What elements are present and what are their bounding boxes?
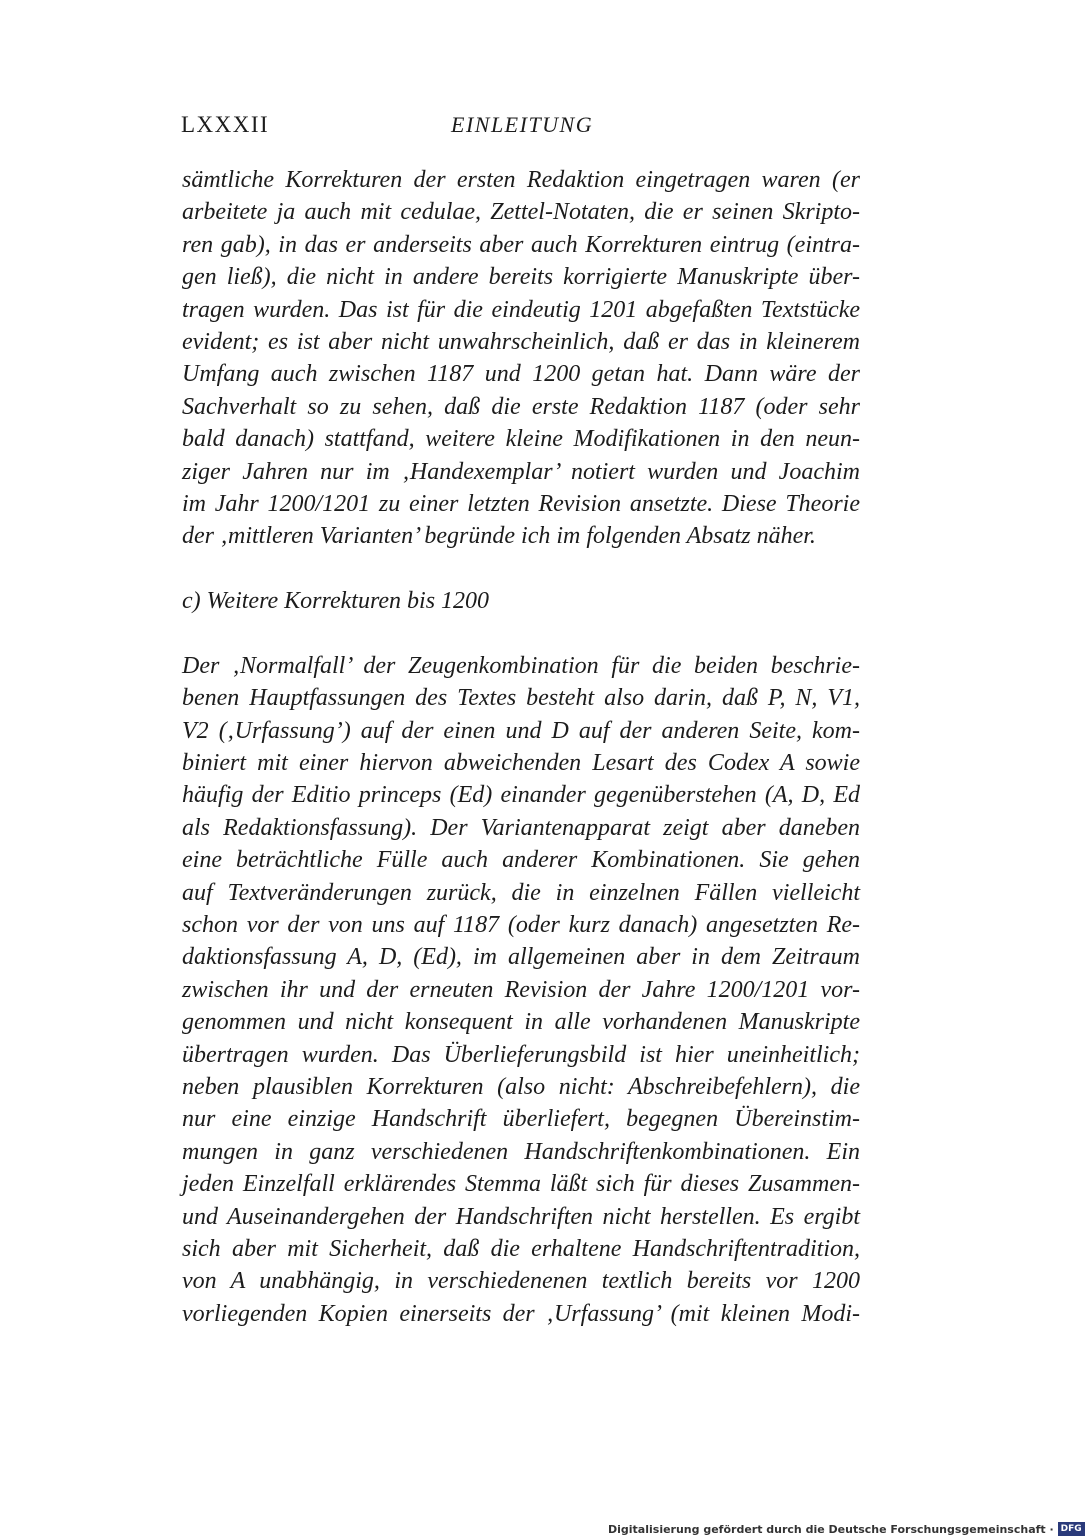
text-line: jeden Einzelfall erklärendes Stemma läßt sich für dieses Zusammen- — [182, 1171, 860, 1198]
text-line: daktionsfassung A, D, (Ed), im allgemeinen aber in dem Zeitraum — [182, 944, 860, 971]
text-line: Umfang auch zwischen 1187 und 1200 getan hat. Dann wäre der — [182, 361, 860, 388]
text-line: nur eine einzige Handschrift überliefert, begegnen Übereinstim- — [182, 1106, 860, 1133]
text-line: tragen wurden. Das ist für die eindeutig 1201 abgefaßten Textstücke — [182, 296, 860, 323]
text-line: zwischen ihr und der erneuten Revision der Jahre 1200/1201 vor- — [182, 976, 860, 1003]
text-line: genommen und nicht konsequent in alle vorhandenen Manuskripte — [182, 1009, 860, 1036]
text-line: sich aber mit Sicherheit, daß die erhaltene Handschriftentradition, — [182, 1235, 860, 1262]
text-line: eine beträchtliche Fülle auch anderer Kombinationen. Sie gehen — [182, 847, 860, 874]
text-line: ren gab), in das er anderseits aber auch Korrekturen eintrug (eintra- — [182, 231, 860, 258]
section-heading: c) Weitere Korrekturen bis 1200 — [182, 588, 490, 615]
text-line: Der ‚Normalfall’ der Zeugenkombination für die beiden beschrie- — [182, 652, 860, 679]
text-line: neben plausiblen Korrekturen (also nicht: Abschreibefehlern), die — [182, 1073, 860, 1100]
text-line: von A unabhängig, in verschiedenenen textlich bereits vor 1200 — [182, 1268, 860, 1295]
paragraph — [182, 650, 860, 1330]
text-line: übertragen wurden. Das Überlieferungsbild ist hier uneinheitlich; — [182, 1041, 860, 1068]
text-line: ziger Jahren nur im ‚Handexemplar’ notiert wurden und Joachim — [182, 458, 860, 485]
text-line: im Jahr 1200/1201 zu einer letzten Revision ansetzte. Diese Theorie — [182, 490, 860, 517]
text-line: Sachverhalt so zu sehen, daß die erste Redaktion 1187 (oder sehr — [182, 393, 860, 420]
dfg-logo: DFG — [1058, 1522, 1085, 1536]
body-text — [182, 164, 860, 1330]
text-line: häufig der Editio princeps (Ed) einander gegenüberstehen (A, D, Ed — [182, 782, 860, 809]
text-line: mungen in ganz verschiedenen Handschriftenkombinationen. Ein — [182, 1138, 860, 1165]
spacer — [182, 617, 860, 649]
credit-text: Digitalisierung gefördert durch die Deutsche Forschungsgemeinschaft · — [608, 1522, 1054, 1536]
text-line: benen Hauptfassungen des Textes besteht also darin, daß P, N, V1, — [182, 685, 860, 712]
digitization-credit — [608, 1521, 1085, 1537]
text-line: biniert mit einer hiervon abweichenden Lesart des Codex A sowie — [182, 750, 860, 777]
text-line: schon vor der von uns auf 1187 (oder kurz danach) angesetzten Re- — [182, 911, 860, 938]
text-line: gen ließ), die nicht in andere bereits korrigierte Manuskripte über- — [182, 264, 860, 291]
text-line: auf Textveränderungen zurück, die in einzelnen Fällen vielleicht — [182, 879, 860, 906]
text-line: bald danach) stattfand, weitere kleine Modifikationen in den neun- — [182, 426, 860, 453]
paragraph-continued — [182, 164, 860, 553]
text-line: der ‚mittleren Varianten’ begründe ich im folgenden Absatz näher. — [182, 523, 816, 550]
text-line: vorliegenden Kopien einerseits der ‚Urfassung’ (mit kleinen Modi- — [182, 1300, 860, 1327]
page-number: LXXXII — [181, 112, 270, 137]
text-line: V2 (‚Urfassung’) auf der einen und D auf der anderen Seite, kom- — [182, 717, 860, 744]
text-line: arbeitete ja auch mit cedulae, Zettel-Notaten, die er seinen Skripto- — [182, 199, 860, 226]
spacer — [182, 553, 860, 585]
page-header — [181, 112, 861, 142]
text-line: und Auseinandergehen der Handschriften nicht herstellen. Es ergibt — [182, 1203, 860, 1230]
text-line: evident; es ist aber nicht unwahrscheinlich, daß er das in kleinerem — [182, 328, 860, 355]
text-line: als Redaktionsfassung). Der Variantenapparat zeigt aber daneben — [182, 814, 860, 841]
text-line: sämtliche Korrekturen der ersten Redaktion eingetragen waren (er — [182, 167, 860, 193]
running-title: EINLEITUNG — [451, 112, 594, 137]
